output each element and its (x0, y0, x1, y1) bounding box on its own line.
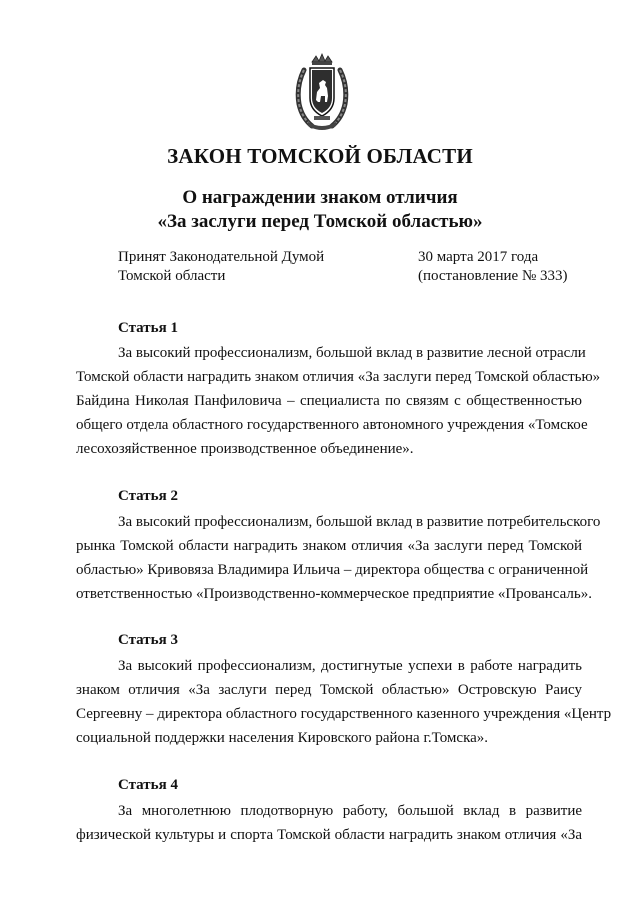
article-line: лесохозяйственное производственное объединение». (76, 441, 414, 457)
subtitle-line: «За заслуги перед Томской областью» (157, 211, 483, 232)
subtitle-line: О награждении знаком отличия (182, 187, 458, 208)
adoption-date-line: 30 марта 2017 года (418, 249, 539, 265)
article-line: Томской области наградить знаком отличия «За заслуги перед Томской областью» (76, 369, 601, 385)
article-line: физической культуры и спорта Томской области наградить знаком отличия «За (76, 827, 582, 843)
article-4-heading: Статья 4 (118, 777, 178, 793)
article-3-body (76, 654, 612, 750)
adoption-date (418, 248, 568, 286)
article-1-heading: Статья 1 (118, 320, 178, 336)
article-2-heading: Статья 2 (118, 488, 178, 504)
article-line: За высокий профессионализм, большой вклад в развитие потребительского (118, 514, 601, 530)
article-3-heading: Статья 3 (118, 632, 178, 648)
article-4-body (76, 799, 582, 847)
article-line: ответственностью «Производственно-коммерческое предприятие «Провансаль». (76, 586, 592, 602)
article-line: знаком отличия «За заслуги перед Томской областью» Островскую Раису (76, 682, 582, 698)
resolution-number: (постановление № 333) (418, 268, 568, 284)
law-subtitle (0, 186, 640, 234)
article-line: Байдина Николая Панфиловича – специалиста по связям с общественностью (76, 393, 582, 409)
article-line: За высокий профессионализм, достигнутые успехи в работе наградить (118, 658, 582, 674)
adopted-by-line: Томской области (118, 268, 226, 284)
article-line: За многолетнюю плодотворную работу, большой вклад в развитие (118, 803, 582, 819)
adopted-by (118, 248, 324, 286)
article-1-body (76, 341, 601, 461)
tomsk-region-coat-of-arms-icon (290, 52, 354, 136)
article-2-body (76, 510, 601, 606)
article-line: Сергеевну – директора областного государственного казенного учреждения «Центр (76, 706, 612, 722)
article-line: рынка Томской области наградить знаком отличия «За заслуги перед Томской (76, 538, 582, 554)
article-line: областью» Кривовяза Владимира Ильича – директора общества с ограниченной (76, 562, 589, 578)
article-line: За высокий профессионализм, большой вклад в развитие лесной отрасли (118, 345, 586, 361)
law-title: ЗАКОН ТОМСКОЙ ОБЛАСТИ (167, 144, 473, 168)
adopted-by-line: Принят Законодательной Думой (118, 249, 325, 265)
article-line: социальной поддержки населения Кировского района г.Томска». (76, 730, 489, 746)
article-line: общего отдела областного государственного автономного учреждения «Томское (76, 417, 588, 433)
